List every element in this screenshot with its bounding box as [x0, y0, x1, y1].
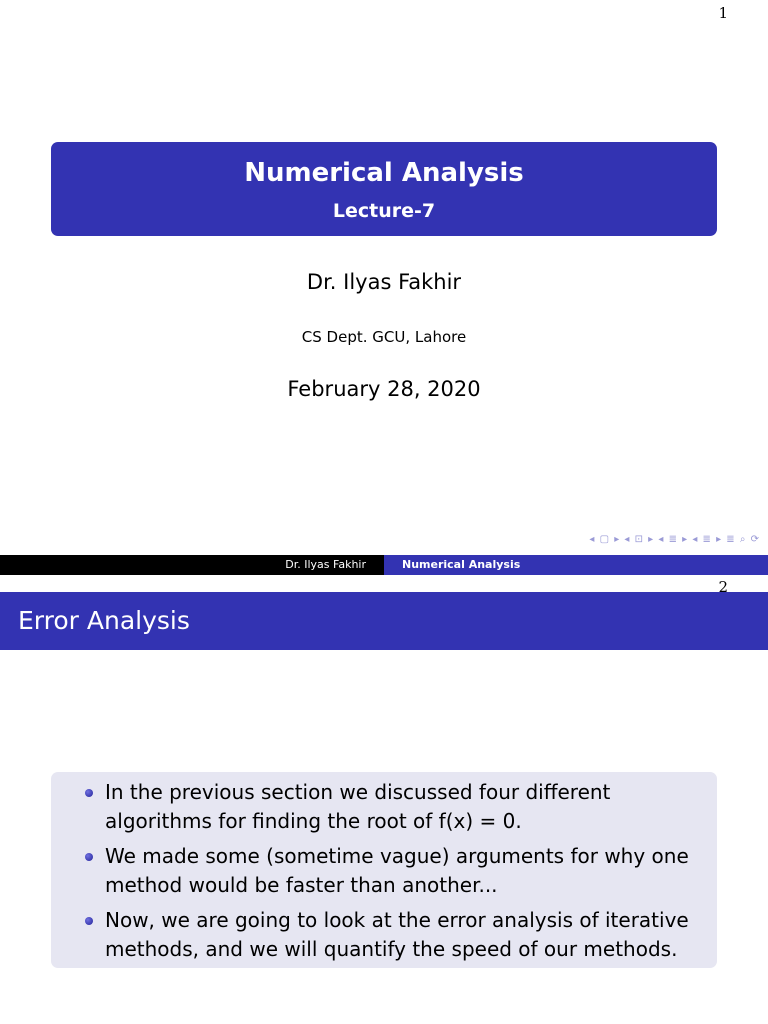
- presentation-subtitle: Lecture-7: [332, 200, 436, 222]
- bullet-text: We made some (sometime vague) arguments for why one method would be faster than another...: [105, 844, 689, 897]
- list-item: [105, 778, 705, 836]
- author-name: Dr. Ilyas Fakhir: [306, 270, 462, 294]
- presentation-title: Numerical Analysis: [244, 158, 524, 188]
- footer-author: Dr. Ilyas Fakhir: [285, 558, 366, 571]
- footer-author-section: [0, 555, 384, 575]
- page-number-2: 2: [718, 578, 728, 596]
- beamer-nav-icons[interactable]: ◂ ▢ ▸ ◂ ⊡ ▸ ◂ ≣ ▸ ◂ ≣ ▸ ≣ ⌕ ⟳: [589, 534, 760, 545]
- page-number: 1: [718, 4, 728, 22]
- bullet-list: [105, 778, 705, 970]
- footer-title: Numerical Analysis: [402, 558, 521, 571]
- title-box: [51, 142, 717, 236]
- footer-title-section: [384, 555, 768, 575]
- frame-title-bar: [0, 592, 768, 650]
- bullet-icon: [85, 853, 93, 861]
- list-item: [105, 842, 705, 900]
- bullet-icon: [85, 789, 93, 797]
- content-block: [51, 772, 717, 968]
- bullet-text: In the previous section we discussed four different algorithms for finding the root of f(x) = 0.: [105, 780, 611, 833]
- presentation-date: February 28, 2020: [287, 377, 481, 401]
- footer-bar: [0, 555, 768, 575]
- list-item: [105, 906, 705, 964]
- bullet-text: Now, we are going to look at the error analysis of iterative methods, and we will quantify the speed of our methods.: [105, 908, 689, 961]
- frame-title: Error Analysis: [18, 606, 190, 635]
- institute: CS Dept. GCU, Lahore: [301, 328, 467, 346]
- bullet-icon: [85, 917, 93, 925]
